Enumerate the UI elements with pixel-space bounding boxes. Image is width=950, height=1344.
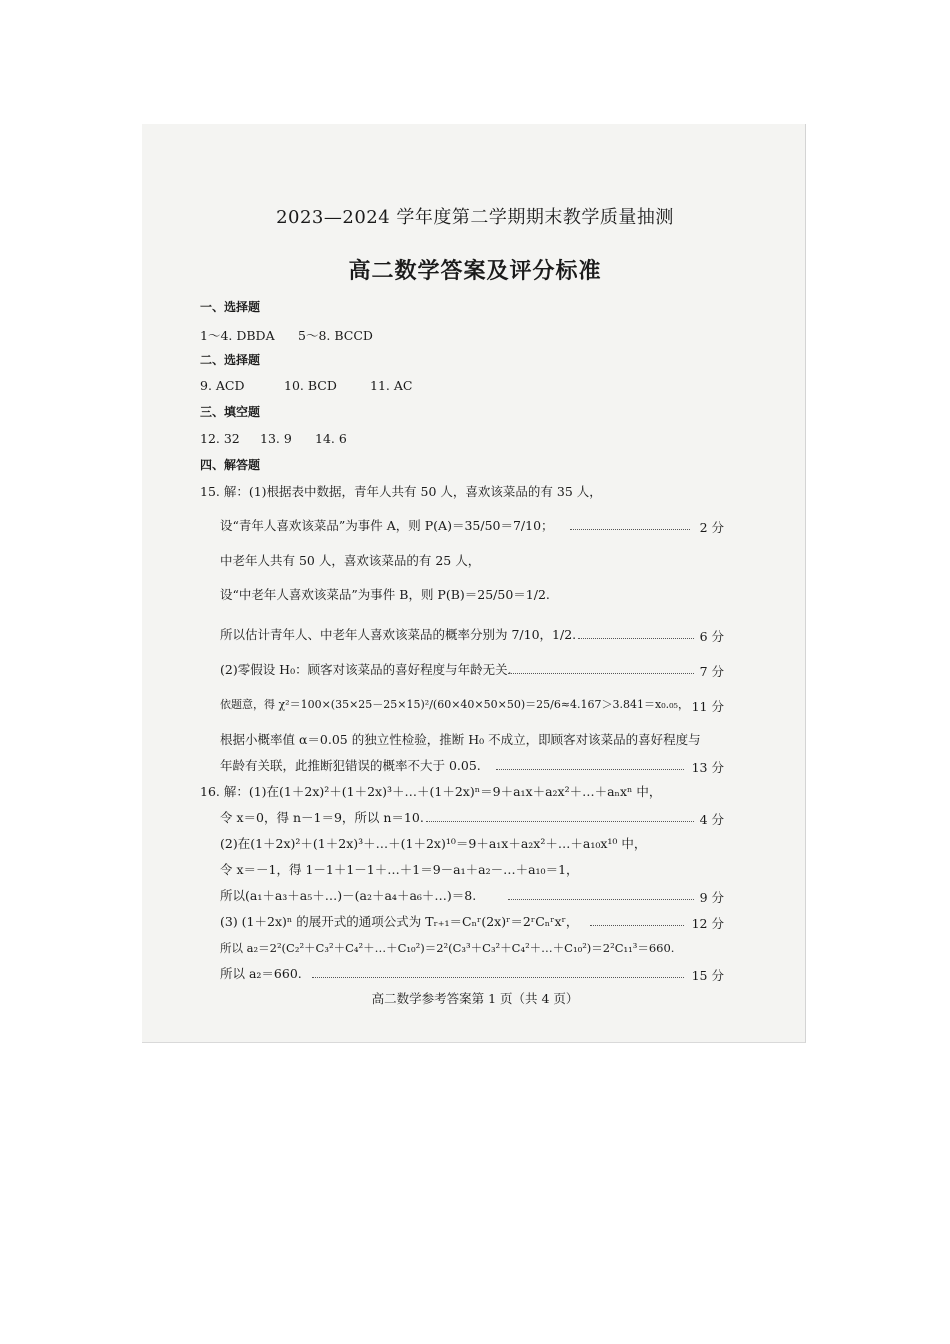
q15-line-3: 中老年人共有 50 人，喜欢该菜品的有 25 人， <box>220 553 481 568</box>
q15-line-2: 设“青年人喜欢该菜品”为事件 A，则 P(A)＝35/50＝7/10； <box>220 518 554 533</box>
answer-1-4: 1～4. DBDA <box>200 328 275 343</box>
answer-5-8: 5～8. BCCD <box>298 328 373 343</box>
q16-line-5: 所以(a₁＋a₃＋a₅＋…)－(a₂＋a₄＋a₆＋…)＝8. <box>220 888 477 903</box>
leader-dots <box>426 821 694 822</box>
q15-line-9: 年龄有关联，此推断犯错误的概率不大于 0.05. <box>220 758 481 773</box>
answer-11: 11. AC <box>370 378 413 393</box>
section-heading-solutions: 四、解答题 <box>200 458 261 472</box>
page-footer: 高二数学参考答案第 1 页（共 4 页） <box>371 991 579 1006</box>
q15-line-4: 设“中老年人喜欢该菜品”为事件 B，则 P(B)＝25/50＝1/2. <box>220 587 550 602</box>
q16-line-2: 令 x＝0，得 n－1＝9，所以 n＝10. <box>220 810 424 825</box>
q16-line-6: (3) (1＋2x)ⁿ 的展开式的通项公式为 Tᵣ₊₁＝Cₙʳ(2x)ʳ＝2ʳCₙʳxʳ， <box>220 914 579 929</box>
q16-line-8: 所以 a₂＝660. <box>220 966 302 981</box>
q15-line-8: 根据小概率值 α＝0.05 的独立性检验，推断 H₀ 不成立，即顾客对该菜品的喜好程度与 <box>220 732 701 747</box>
answer-10: 10. BCD <box>284 378 337 393</box>
leader-dots <box>570 529 690 530</box>
q16-score-12: 12 分 <box>691 916 724 931</box>
q15-line-1: 15. 解：(1)根据表中数据，青年人共有 50 人，喜欢该菜品的有 35 人， <box>200 484 602 499</box>
section-heading-choice: 一、选择题 <box>200 300 261 314</box>
section-heading-fill: 三、填空题 <box>200 405 261 419</box>
q15-line-7: 依题意，得 χ²＝100×(35×25－25×15)²/(60×40×50×50)＝25/6≈4.167＞3.841＝x₀.₀₅， <box>220 698 689 711</box>
answer-9: 9. ACD <box>200 378 245 393</box>
answer-12: 12. 32 <box>200 431 240 446</box>
document-subtitle: 高二数学答案及评分标准 <box>348 259 602 284</box>
q15-line-6: (2)零假设 H₀：顾客对该菜品的喜好程度与年龄无关. <box>220 662 512 677</box>
leader-dots <box>312 977 684 978</box>
q16-score-9: 9 分 <box>699 890 724 905</box>
leader-dots <box>508 673 694 674</box>
answer-13: 13. 9 <box>260 431 292 446</box>
q15-score-2: 2 分 <box>699 520 724 535</box>
q16-line-7: 所以 a₂＝2²(C₂²＋C₃²＋C₄²＋…＋C₁₀²)＝2²(C₃³＋C₃²＋C₄²＋…＋C₁₀²)＝2²C₁₁³＝660. <box>220 941 675 955</box>
q15-score-6: 6 分 <box>699 629 724 644</box>
leader-dots <box>496 769 684 770</box>
q16-score-15: 15 分 <box>691 968 724 983</box>
q15-score-11: 11 分 <box>691 699 724 714</box>
q16-line-1: 16. 解：(1)在(1＋2x)²＋(1＋2x)³＋…＋(1＋2x)ⁿ＝9＋a₁x＋a₂x²＋…＋aₙxⁿ 中， <box>200 784 662 799</box>
q15-score-7: 7 分 <box>699 664 724 679</box>
document-title: 2023—2024 学年度第二学期期末教学质量抽测 <box>276 207 674 228</box>
leader-dots <box>590 925 684 926</box>
q15-score-13: 13 分 <box>691 760 724 775</box>
leader-dots <box>508 899 694 900</box>
q16-score-4: 4 分 <box>699 812 724 827</box>
q16-line-3: (2)在(1＋2x)²＋(1＋2x)³＋…＋(1＋2x)¹⁰＝9＋a₁x＋a₂x²＋…＋a₁₀x¹⁰ 中， <box>220 836 647 851</box>
section-heading-multi-choice: 二、选择题 <box>200 353 261 367</box>
q16-line-4: 令 x＝－1，得 1－1＋1－1＋…＋1＝9－a₁＋a₂－…＋a₁₀＝1， <box>220 862 579 877</box>
answer-14: 14. 6 <box>315 431 347 446</box>
leader-dots <box>578 638 694 639</box>
q15-line-5: 所以估计青年人、中老年人喜欢该菜品的概率分别为 7/10，1/2. <box>220 627 577 642</box>
